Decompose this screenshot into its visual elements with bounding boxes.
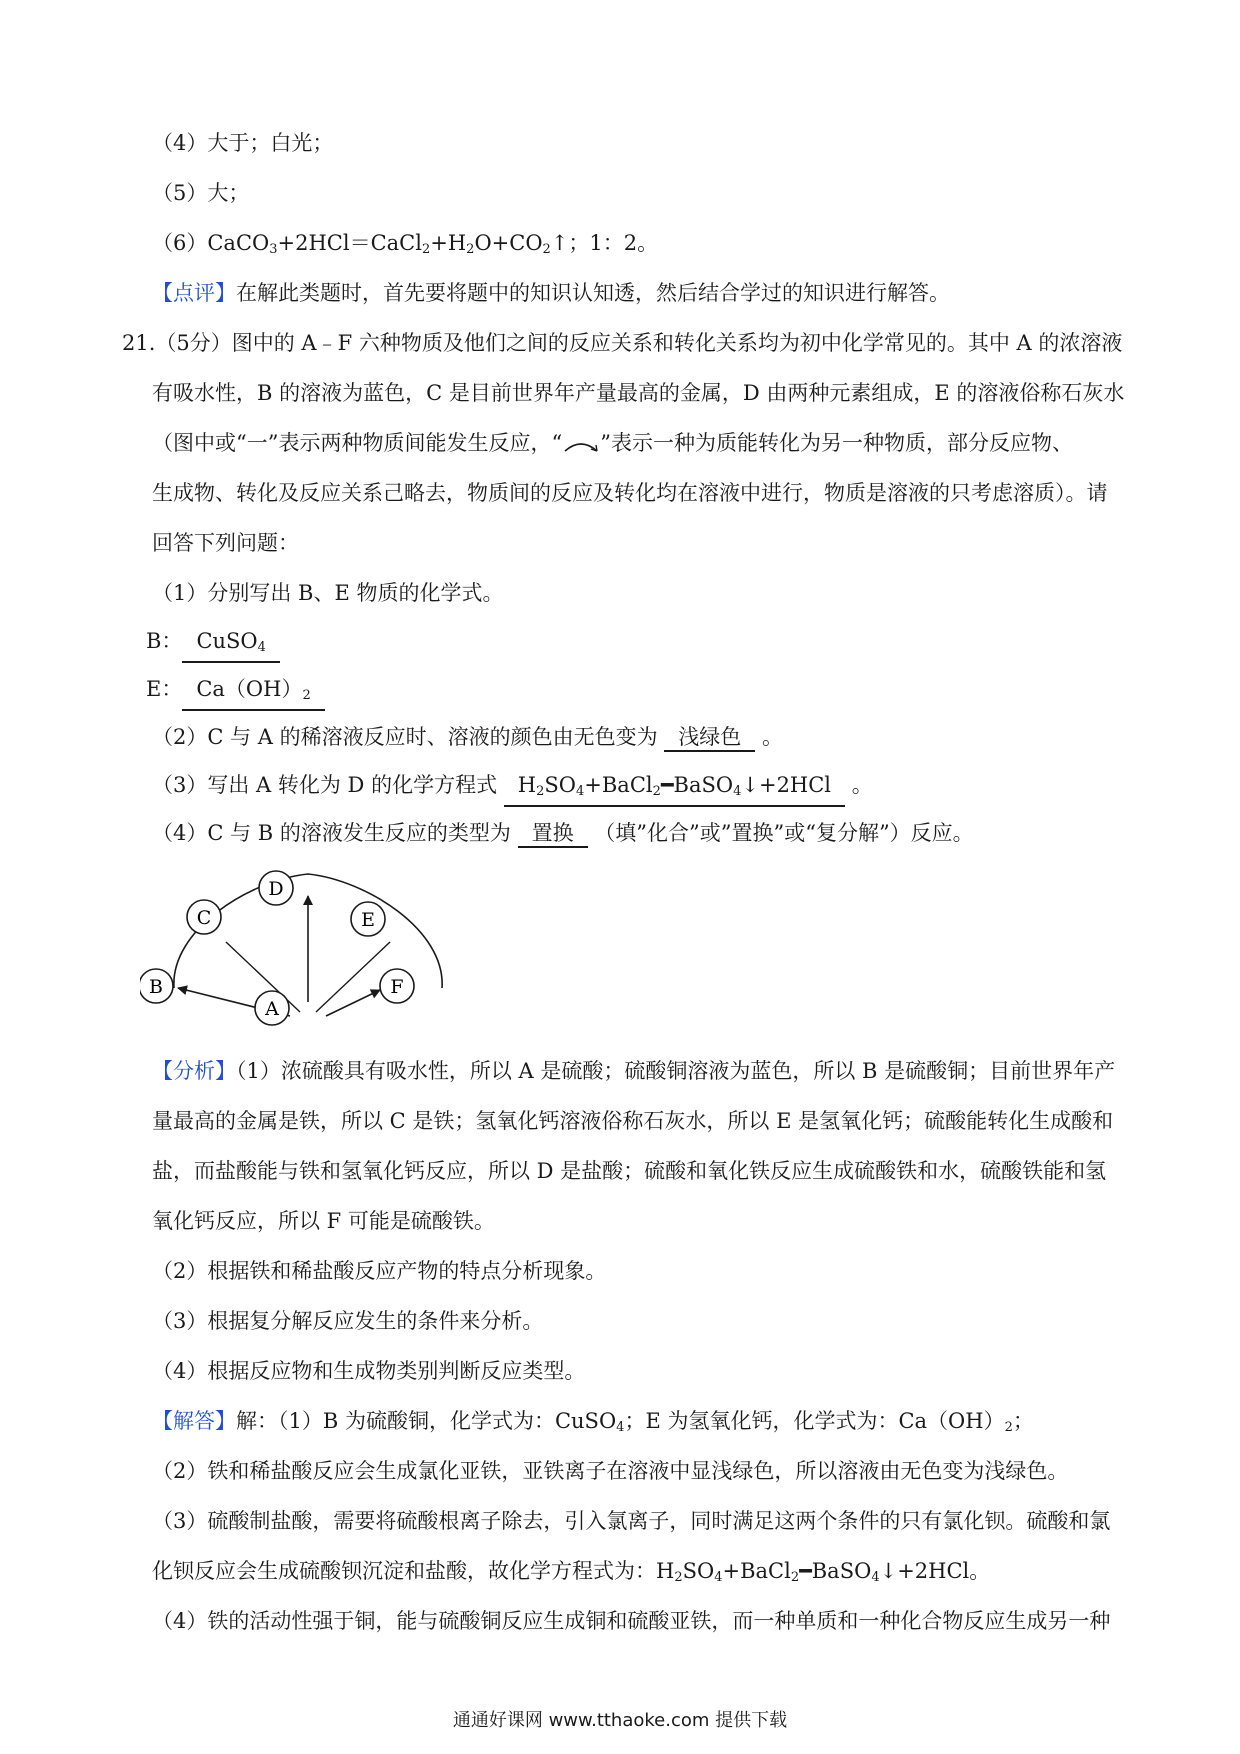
analysis-line-3: 盐，而盐酸能与铁和氢氧化钙反应，所以 D 是盐酸；硫酸和氧化铁反应生成硫酸铁和水，硫酸铁能和氢 (152, 1159, 1107, 1183)
analysis-line-4: 氧化钙反应，所以 F 可能是硫酸铁。 (152, 1209, 495, 1233)
answer-blank-4: 置换 (518, 820, 588, 848)
reaction-diagram (140, 860, 480, 1040)
node-c (187, 900, 221, 934)
answer-e-formula: E： $Ca(OH)_2$ (146, 674, 325, 711)
question-21-intro-line-3: （图中或“一”表示两种物质间能发生反应，“ ”表示一种为质能转化为另一种物质，部分反应物、 (152, 431, 1073, 455)
question-21-intro-line-2: 有吸水性，B 的溶液为蓝色，C 是目前世界年产量最高的金属，D 由两种元素组成，E 的溶液俗称石灰水 (152, 381, 1125, 405)
solution-line-2: （2）铁和稀盐酸反应会生成氯化亚铁，亚铁离子在溶液中显浅绿色，所以溶液由无色变为浅绿色。 (152, 1459, 1069, 1483)
analysis-line-2: 量最高的金属是铁，所以 C 是铁；氢氧化钙溶液俗称石灰水，所以 E 是氢氧化钙；硫酸能转化生成酸和 (152, 1109, 1114, 1133)
solution-line-1: 【解答】解：（1）B 为硫酸铜，化学式为：CuSO$_4$；E 为氢氧化钙，化学式为：$Ca(OH)_2$； (152, 1409, 1034, 1435)
answer-blank-b: CuSO$_4$ (182, 628, 279, 663)
solution-line-4: 化钡反应会生成硫酸钡沉淀和盐酸，故化学方程式为：$H_2SO_4+BaCl_2━BaSO_4↓+2HCl$。 (152, 1559, 991, 1585)
subquestion-4: （4）C 与 B 的溶液发生反应的类型为 置换 （填”化合”或”置换”或“复分解”）反应。 (152, 818, 974, 848)
analysis-line-1: 【分析】（1）浓硫酸具有吸水性，所以 A 是硫酸；硫酸铜溶液为蓝色，所以 B 是硫酸铜；目前世界年产 (152, 1059, 1116, 1083)
node-d (259, 871, 293, 905)
analysis-label: 【分析】 (152, 1059, 236, 1083)
svg-text:C: C (196, 907, 212, 929)
node-b (140, 969, 173, 1003)
answer-line-6: $(6)CaCO_3+2HCl=CaCl_2+H_2O+CO_2↑$；1：2。 (152, 231, 659, 257)
solution-line-5: （4）铁的活动性强于铜，能与硫酸铜反应生成铜和硫酸亚铁，而一种单质和一种化合物反应生成另一种 (152, 1609, 1111, 1633)
solution-label: 【解答】 (152, 1409, 236, 1433)
analysis-line-5: （2）根据铁和稀盐酸反应产物的特点分析现象。 (152, 1259, 607, 1283)
answer-line-4: （4）大于；白光； (152, 131, 334, 155)
answer-blank-2: 浅绿色 (664, 724, 755, 752)
node-a (255, 991, 289, 1025)
subquestion-2: （2）C 与 A 的稀溶液反应时、溶液的颜色由无色变为 浅绿色 。 (152, 722, 783, 752)
svg-text:E: E (361, 909, 375, 931)
comment-label: 【点评】 (152, 281, 236, 305)
edge-a-e (316, 942, 390, 1012)
subquestion-1: （1）分别写出 B、E 物质的化学式。 (152, 581, 504, 605)
node-f (380, 969, 414, 1003)
question-21-intro-line-4: 生成物、转化及反应关系己略去，物质间的反应及转化均在溶液中进行，物质是溶液的只考虑溶质）。请 (152, 481, 1108, 505)
question-21-intro-line-1: 21.（5分）图中的 A﹣F 六种物质及他们之间的反应关系和转化关系均为初中化学常见的。其中 A 的浓溶液 (122, 331, 1123, 355)
analysis-line-7: （4）根据反应物和生成物类别判断反应类型。 (152, 1359, 586, 1383)
svg-text:A: A (265, 998, 279, 1020)
svg-text:B: B (149, 976, 163, 998)
svg-text:F: F (390, 976, 404, 998)
answer-blank-3: $H_2SO_4+BaCl_2━BaSO_4↓+2HCl$ (504, 772, 845, 807)
question-21-intro-line-5: 回答下列问题： (152, 531, 299, 555)
answer-b-formula: B： CuSO$_4$ (146, 626, 280, 663)
subquestion-3: （3）写出 A 转化为 D 的化学方程式 $H_2SO_4+BaCl_2━BaSO_4↓+2HCl$ 。 (152, 770, 873, 807)
analysis-line-6: （3）根据复分解反应发生的条件来分析。 (152, 1309, 544, 1333)
page-footer: 通通好课网 www.tthaoke.com 提供下载 (452, 1710, 788, 1731)
solution-line-3: （3）硫酸制盐酸，需要将硫酸根离子除去，引入氯离子，同时满足这两个条件的只有氯化钡。硫酸和氯 (152, 1509, 1111, 1533)
answer-blank-e: $Ca(OH)_2$ (182, 676, 324, 711)
svg-text:D: D (268, 878, 284, 900)
comment-paragraph: 【点评】在解此类题时，首先要将题中的知识认知透，然后结合学过的知识进行解答。 (152, 281, 950, 305)
node-e (351, 902, 385, 936)
conversion-arrow-icon (562, 435, 600, 455)
answer-line-5: （5）大； (152, 181, 250, 205)
arrow-a-f (326, 990, 380, 1016)
